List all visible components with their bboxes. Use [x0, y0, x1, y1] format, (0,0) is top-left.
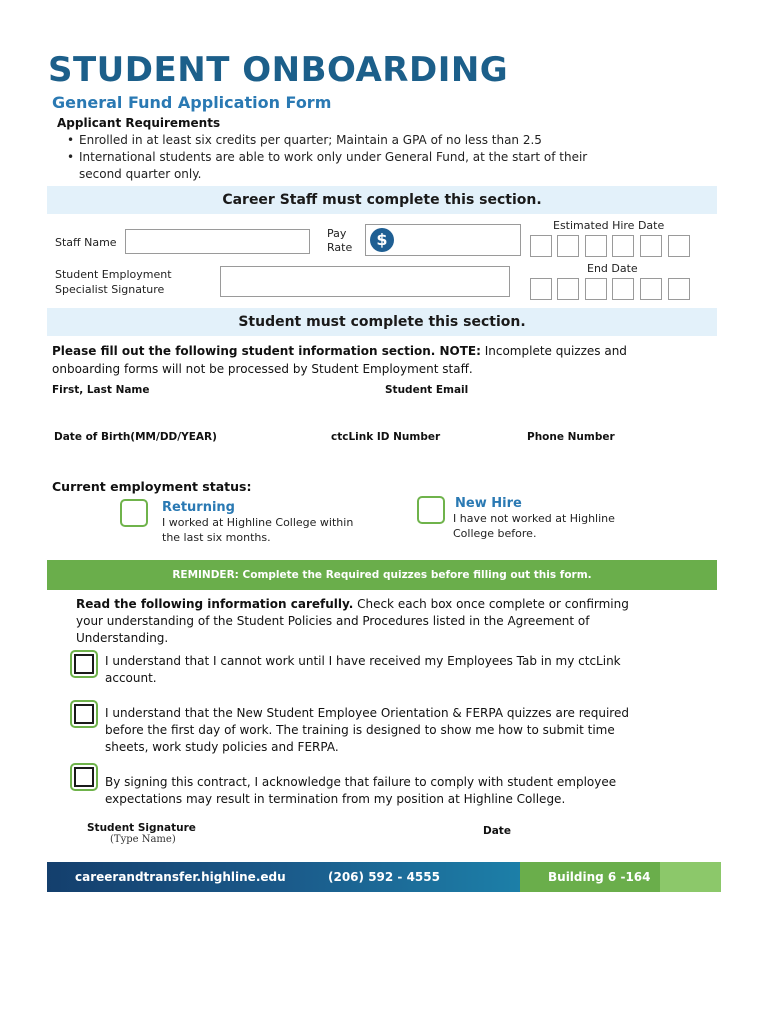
end-date-label: End Date	[587, 262, 638, 275]
dollar-icon: $	[370, 228, 394, 252]
requirement-item: • Enrolled in at least six credits per quarter; Maintain a GPA of no less than 2.5	[79, 132, 542, 149]
specialist-signature-input[interactable]	[220, 266, 510, 297]
returning-description: I worked at Highline College within	[162, 516, 354, 529]
page-subtitle: General Fund Application Form	[52, 93, 332, 112]
date-digit-box[interactable]	[530, 235, 552, 257]
footer-bar	[47, 862, 721, 892]
date-digit-box[interactable]	[530, 278, 552, 300]
date-digit-box[interactable]	[640, 278, 662, 300]
requirement-item-continued: second quarter only.	[79, 167, 202, 181]
email-field-label: Student Email	[385, 384, 469, 396]
student-section-heading: Student must complete this section.	[47, 308, 717, 336]
date-input[interactable]	[520, 822, 710, 844]
agreement-intro-line3: Understanding.	[76, 631, 169, 645]
phone-field[interactable]	[527, 447, 707, 469]
dob-field[interactable]	[54, 447, 314, 469]
hire-date-label: Estimated Hire Date	[553, 219, 665, 232]
page-title: STUDENT ONBOARDING	[48, 50, 509, 90]
dob-field-label: Date of Birth(MM/DD/YEAR)	[54, 431, 217, 443]
student-note-bold: Please fill out the following student information section. NOTE:	[52, 344, 481, 358]
staff-name-input[interactable]	[125, 229, 310, 254]
name-field[interactable]	[52, 400, 372, 422]
ctclink-field-label: ctcLink ID Number	[331, 431, 441, 443]
date-digit-box[interactable]	[612, 235, 634, 257]
student-note-rest: Incomplete quizzes and	[480, 344, 627, 358]
new-hire-description: I have not worked at Highline	[453, 512, 615, 525]
agreement-intro-line2: your understanding of the Student Policies and Procedures listed in the Agreement of	[76, 614, 590, 628]
employment-status-label: Current employment status:	[52, 479, 252, 494]
phone-field-label: Phone Number	[527, 431, 615, 443]
date-digit-box[interactable]	[585, 278, 607, 300]
agreement-checkbox-2[interactable]	[70, 700, 98, 728]
agreement-item-2-line3: sheets, work study policies and FERPA.	[105, 740, 339, 754]
new-hire-description-2: College before.	[453, 527, 537, 540]
staff-name-label: Staff Name	[55, 236, 117, 249]
agreement-intro-bold: Read the following information carefully.	[76, 597, 354, 611]
returning-description-2: the last six months.	[162, 531, 271, 544]
new-hire-title: New Hire	[455, 496, 522, 511]
agreement-item-1-line1: I understand that I cannot work until I have received my Employees Tab in my ctcLink	[105, 654, 621, 668]
specialist-signature-label: Student Employment	[55, 268, 172, 281]
agreement-item-1-line2: account.	[105, 671, 157, 685]
staff-section-heading: Career Staff must complete this section.	[47, 186, 717, 214]
date-digit-box[interactable]	[612, 278, 634, 300]
agreement-checkbox-inner	[74, 654, 94, 674]
agreement-checkbox-inner	[74, 767, 94, 787]
specialist-signature-label-2: Specialist Signature	[55, 283, 165, 296]
agreement-item-3-line1: By signing this contract, I acknowledge that failure to comply with student employee	[105, 775, 617, 789]
date-digit-box[interactable]	[557, 278, 579, 300]
footer-website-link[interactable]: careerandtransfer.highline.edu	[75, 870, 286, 884]
ctclink-field[interactable]	[331, 447, 511, 469]
agreement-intro-rest: Check each box once complete or confirming	[353, 597, 629, 611]
date-label: Date	[483, 825, 511, 837]
pay-rate-label: Pay	[327, 227, 347, 240]
agreement-item-3-line2: expectations may result in termination from my position at Highline College.	[105, 792, 566, 806]
footer-phone: (206) 592 - 4555	[328, 870, 440, 884]
date-digit-box[interactable]	[668, 235, 690, 257]
footer-building: Building 6 -164	[548, 870, 651, 884]
agreement-checkbox-1[interactable]	[70, 650, 98, 678]
student-signature-label: Student Signature	[87, 822, 196, 834]
requirements-heading: Applicant Requirements	[57, 116, 221, 130]
pay-rate-label-2: Rate	[327, 241, 353, 254]
student-signature-input[interactable]	[200, 822, 460, 844]
footer-lightgreen-segment	[660, 862, 721, 892]
agreement-checkbox-inner	[74, 704, 94, 724]
reminder-banner: REMINDER: Complete the Required quizzes before filling out this form.	[47, 560, 717, 590]
agreement-item-2-line1: I understand that the New Student Employee Orientation & FERPA quizzes are required	[105, 706, 629, 720]
student-signature-hint: (Type Name)	[110, 834, 176, 845]
date-digit-box[interactable]	[557, 235, 579, 257]
date-digit-box[interactable]	[668, 278, 690, 300]
agreement-checkbox-3[interactable]	[70, 763, 98, 791]
student-note	[52, 342, 627, 360]
returning-title: Returning	[162, 500, 235, 515]
agreement-intro	[76, 595, 629, 613]
requirement-item: • International students are able to work only under General Fund, at the start of their	[79, 149, 587, 166]
date-digit-box[interactable]	[585, 235, 607, 257]
name-field-label: First, Last Name	[52, 384, 150, 396]
date-digit-box[interactable]	[640, 235, 662, 257]
email-field[interactable]	[385, 400, 705, 422]
agreement-item-2-line2: before the first day of work. The training is designed to show me how to submit time	[105, 723, 615, 737]
new-hire-checkbox[interactable]	[417, 496, 445, 524]
student-note-line2: onboarding forms will not be processed by Student Employment staff.	[52, 362, 473, 376]
returning-checkbox[interactable]	[120, 499, 148, 527]
